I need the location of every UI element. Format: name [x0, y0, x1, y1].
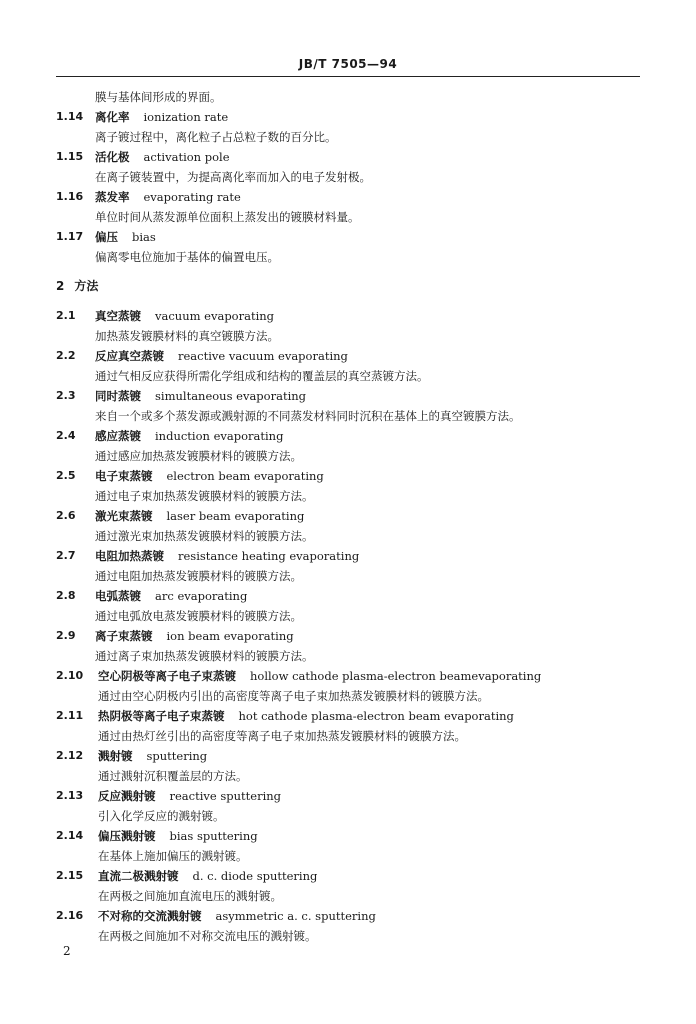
term-row [0, 189, 660, 205]
term-english: hot cathode plasma-electron beam evaporating [238, 709, 514, 723]
term-number: 2.7 [56, 549, 76, 562]
term-chinese: 蒸发率 [95, 190, 130, 204]
definition-text: 引入化学反应的溅射镀。 [98, 809, 225, 823]
term-row [0, 348, 660, 364]
definition-row [0, 328, 660, 344]
term-chinese: 反应真空蒸镀 [95, 349, 164, 363]
term-english: vacuum evaporating [155, 309, 275, 323]
definition-row [0, 448, 660, 464]
term-chinese: 偏压溅射镀 [98, 829, 156, 843]
term-number: 2.13 [56, 789, 84, 802]
term-row [0, 548, 660, 564]
definition-row [0, 648, 660, 664]
term-chinese: 电阻加热蒸镀 [95, 549, 164, 563]
definition-row [0, 368, 660, 384]
term-chinese: 真空蒸镀 [95, 309, 141, 323]
definition-row [0, 169, 660, 185]
definition-row [0, 688, 660, 704]
term-chinese: 偏压 [95, 230, 118, 244]
term-number: 2.12 [56, 749, 84, 762]
term-chinese: 直流二极溅射镀 [98, 869, 179, 883]
term-number: 2.14 [56, 829, 84, 842]
term-row [0, 908, 660, 924]
term-number: 2.3 [56, 389, 76, 402]
definition-row [0, 408, 660, 424]
page-number: 2 [63, 944, 71, 958]
document-header: JB/T 7505—94 [298, 57, 398, 71]
term-english: bias sputtering [169, 829, 258, 843]
term-english: resistance heating evaporating [178, 549, 360, 563]
term-chinese: 感应蒸镀 [95, 429, 141, 443]
term-row [0, 308, 660, 324]
definition-text: 在离子镀装置中，为提高离化率而加入的电子发射极。 [95, 170, 371, 184]
definition-row [0, 129, 660, 145]
term-row [0, 428, 660, 444]
definition-text: 膜与基体间形成的界面。 [95, 90, 222, 104]
term-english: reactive vacuum evaporating [178, 349, 348, 363]
definition-row [0, 808, 660, 824]
term-english: reactive sputtering [169, 789, 282, 803]
header-rule [56, 76, 640, 77]
definition-text: 通过电子束加热蒸发镀膜材料的镀膜方法。 [95, 489, 314, 503]
definition-row [0, 608, 660, 624]
term-number: 2.10 [56, 669, 84, 682]
term-number: 2.2 [56, 349, 76, 362]
definition-text: 在两极之间施加直流电压的溅射镀。 [98, 889, 282, 903]
section-title: 方法 [74, 279, 99, 293]
definition-row [0, 528, 660, 544]
term-number: 2.16 [56, 909, 84, 922]
term-chinese: 热阴极等离子电子束蒸镀 [98, 709, 225, 723]
section-number: 2 [56, 279, 65, 293]
term-english: asymmetric a. c. sputtering [215, 909, 376, 923]
term-number: 2.8 [56, 589, 76, 602]
term-row [0, 588, 660, 604]
term-english: arc evaporating [155, 589, 248, 603]
definition-text: 通过离子束加热蒸发镀膜材料的镀膜方法。 [95, 649, 314, 663]
term-english: ionization rate [143, 110, 229, 124]
term-row [0, 628, 660, 644]
definition-text: 通过感应加热蒸发镀膜材料的镀膜方法。 [95, 449, 302, 463]
term-row [0, 109, 660, 125]
definition-row [0, 249, 660, 265]
term-row [0, 388, 660, 404]
definition-text: 加热蒸发镀膜材料的真空镀膜方法。 [95, 329, 279, 343]
term-number: 1.17 [56, 230, 84, 243]
term-row [0, 708, 660, 724]
term-english: ion beam evaporating [166, 629, 294, 643]
term-row [0, 828, 660, 844]
term-english: laser beam evaporating [166, 509, 305, 523]
definition-text: 通过由热灯丝引出的高密度等离子电子束加热蒸发镀膜材料的镀膜方法。 [98, 729, 466, 743]
term-english: d. c. diode sputtering [192, 869, 318, 883]
term-chinese: 电子束蒸镀 [95, 469, 153, 483]
term-number: 2.15 [56, 869, 84, 882]
term-chinese: 反应溅射镀 [98, 789, 156, 803]
definition-text: 通过电阻加热蒸发镀膜材料的镀膜方法。 [95, 569, 302, 583]
definition-text: 在基体上施加偏压的溅射镀。 [98, 849, 248, 863]
definition-text: 通过电弧放电蒸发镀膜材料的镀膜方法。 [95, 609, 302, 623]
term-number: 2.11 [56, 709, 84, 722]
section-heading [0, 278, 660, 294]
definition-text: 通过溅射沉积覆盖层的方法。 [98, 769, 248, 783]
term-chinese: 空心阴极等离子电子束蒸镀 [98, 669, 236, 683]
term-row [0, 788, 660, 804]
term-chinese: 离子束蒸镀 [95, 629, 153, 643]
term-english: sputtering [146, 749, 208, 763]
term-row [0, 229, 660, 245]
definition-text: 离子镀过程中，离化粒子占总粒子数的百分比。 [95, 130, 337, 144]
term-english: simultaneous evaporating [155, 389, 307, 403]
term-number: 2.1 [56, 309, 76, 322]
term-chinese: 同时蒸镀 [95, 389, 141, 403]
definition-row [0, 928, 660, 944]
term-number: 1.14 [56, 110, 84, 123]
term-english: bias [132, 230, 156, 244]
term-row [0, 508, 660, 524]
term-english: induction evaporating [155, 429, 284, 443]
term-english: activation pole [143, 150, 230, 164]
term-row [0, 868, 660, 884]
term-chinese: 溅射镀 [98, 749, 133, 763]
definition-row [0, 568, 660, 584]
definition-row [0, 888, 660, 904]
term-chinese: 激光束蒸镀 [95, 509, 153, 523]
definition-text: 来自一个或多个蒸发源或溅射源的不同蒸发材料同时沉积在基体上的真空镀膜方法。 [95, 409, 521, 423]
term-row [0, 149, 660, 165]
term-number: 2.5 [56, 469, 76, 482]
term-row [0, 748, 660, 764]
term-english: electron beam evaporating [166, 469, 324, 483]
definition-row [0, 488, 660, 504]
definition-text: 偏离零电位施加于基体的偏置电压。 [95, 250, 279, 264]
definition-text: 通过激光束加热蒸发镀膜材料的镀膜方法。 [95, 529, 314, 543]
term-number: 2.9 [56, 629, 76, 642]
definition-text: 通过气相反应获得所需化学组成和结构的覆盖层的真空蒸镀方法。 [95, 369, 429, 383]
term-chinese: 离化率 [95, 110, 130, 124]
term-chinese: 电弧蒸镀 [95, 589, 141, 603]
term-english: hollow cathode plasma-electron beamevaporating [250, 669, 542, 683]
definition-row [0, 768, 660, 784]
term-number: 2.6 [56, 509, 76, 522]
term-chinese: 不对称的交流溅射镀 [98, 909, 202, 923]
definition-text: 单位时间从蒸发源单位面积上蒸发出的镀膜材料量。 [95, 210, 360, 224]
term-chinese: 活化极 [95, 150, 130, 164]
term-row [0, 468, 660, 484]
term-number: 1.16 [56, 190, 84, 203]
definition-row [0, 209, 660, 225]
term-row [0, 668, 660, 684]
definition-row [0, 728, 660, 744]
continuation-line [0, 89, 660, 105]
definition-row [0, 848, 660, 864]
definition-text: 通过由空心阴极内引出的高密度等离子电子束加热蒸发镀膜材料的镀膜方法。 [98, 689, 489, 703]
term-number: 1.15 [56, 150, 84, 163]
term-english: evaporating rate [143, 190, 241, 204]
definition-text: 在两极之间施加不对称交流电压的溅射镀。 [98, 929, 317, 943]
term-number: 2.4 [56, 429, 76, 442]
